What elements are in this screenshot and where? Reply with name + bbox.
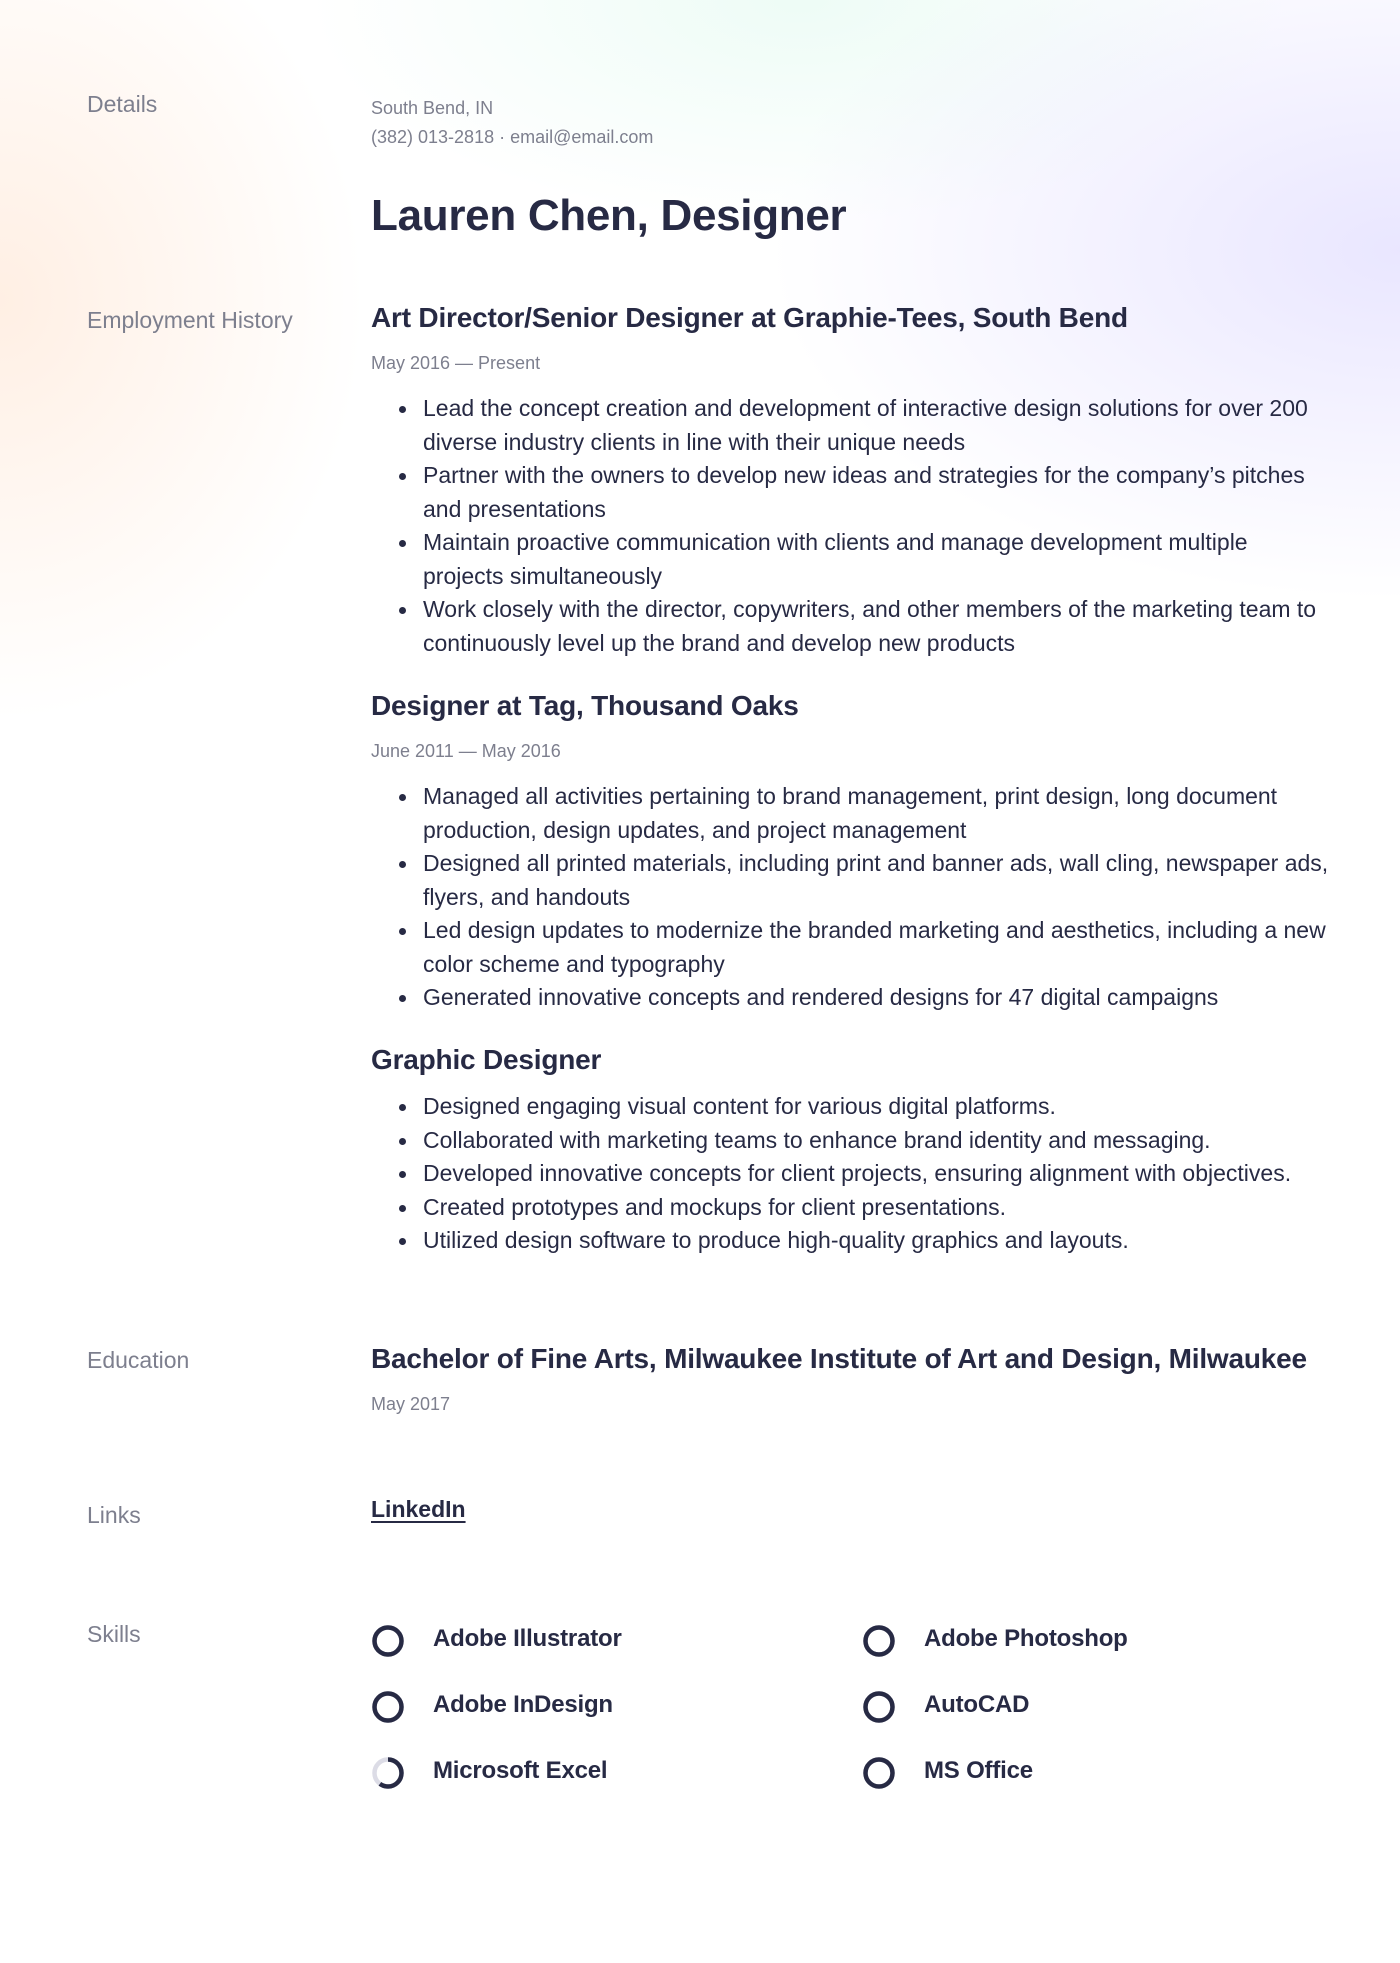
list-item: Lead the concept creation and development of interactive design solutions for over 200 diverse industry clients in line with their unique needs [423, 392, 1331, 459]
job-bullets [371, 392, 1331, 660]
job-3 [371, 1042, 1331, 1258]
contact-text: (382) 013-2818 · email@email.com [371, 127, 654, 147]
section-label-skills: Skills [87, 1621, 141, 1647]
section-label-employment: Employment History [87, 307, 293, 333]
list-item: Created prototypes and mockups for client presentations. [423, 1191, 1331, 1225]
job-dates: June 2011 — May 2016 [371, 741, 561, 761]
linkedin-link[interactable]: LinkedIn [371, 1496, 466, 1522]
skill-level-ring-icon [862, 1624, 896, 1658]
list-item: Led design updates to modernize the branded marketing and aesthetics, including a new color scheme and typography [423, 914, 1331, 981]
skill-level-ring-icon [371, 1624, 405, 1658]
skill-name: Adobe Photoshop [924, 1625, 1128, 1652]
job-title: Graphic Designer [371, 1044, 602, 1075]
skill-name: Adobe Illustrator [433, 1625, 622, 1652]
job-dates: May 2016 — Present [371, 353, 541, 373]
section-label-education: Education [87, 1347, 190, 1373]
job-2 [371, 688, 1331, 1015]
skill-level-ring-icon [862, 1690, 896, 1724]
list-item: Partner with the owners to develop new ideas and strategies for the company’s pitches and presentations [423, 459, 1331, 526]
skill-name: Microsoft Excel [433, 1757, 608, 1784]
list-item: Developed innovative concepts for client projects, ensuring alignment with objectives. [423, 1157, 1331, 1191]
list-item: Managed all activities pertaining to brand management, print design, long document production, design updates, and project management [423, 780, 1331, 847]
section-label-details: Details [87, 91, 158, 117]
job-bullets [371, 1090, 1331, 1258]
list-item: Utilized design software to produce high-quality graphics and layouts. [423, 1224, 1331, 1258]
list-item: Designed engaging visual content for various digital platforms. [423, 1090, 1331, 1124]
skill-level-ring-icon [862, 1756, 896, 1790]
degree-title: Bachelor of Fine Arts, Milwaukee Institute of Art and Design, Milwaukee [371, 1343, 1307, 1374]
list-item: Designed all printed materials, including print and banner ads, wall cling, newspaper ads, flyers, and handouts [423, 847, 1331, 914]
skill-name: MS Office [924, 1757, 1033, 1784]
contact-details [371, 94, 1331, 152]
education-dates: May 2017 [371, 1394, 451, 1414]
job-title: Designer at Tag, Thousand Oaks [371, 690, 799, 721]
skill-level-ring-icon [371, 1756, 405, 1790]
job-title: Art Director/Senior Designer at Graphie-Tees, South Bend [371, 302, 1128, 333]
page-title: Lauren Chen, Designer [371, 191, 847, 240]
job-bullets [371, 780, 1331, 1015]
list-item: Maintain proactive communication with clients and manage development multiple projects simultaneously [423, 526, 1331, 593]
skill-name: Adobe InDesign [433, 1691, 613, 1718]
skill-name: AutoCAD [924, 1691, 1030, 1718]
education-entry [371, 1341, 1331, 1416]
section-label-links: Links [87, 1502, 141, 1528]
job-1 [371, 300, 1331, 660]
location-text: South Bend, IN [371, 98, 494, 118]
list-item: Collaborated with marketing teams to enhance brand identity and messaging. [423, 1124, 1331, 1158]
header [371, 189, 1331, 243]
links-list [371, 1496, 1331, 1523]
list-item: Generated innovative concepts and rendered designs for 47 digital campaigns [423, 981, 1331, 1015]
skill-level-ring-icon [371, 1690, 405, 1724]
list-item: Work closely with the director, copywriters, and other members of the marketing team to continuously level up the brand and develop new products [423, 593, 1331, 660]
